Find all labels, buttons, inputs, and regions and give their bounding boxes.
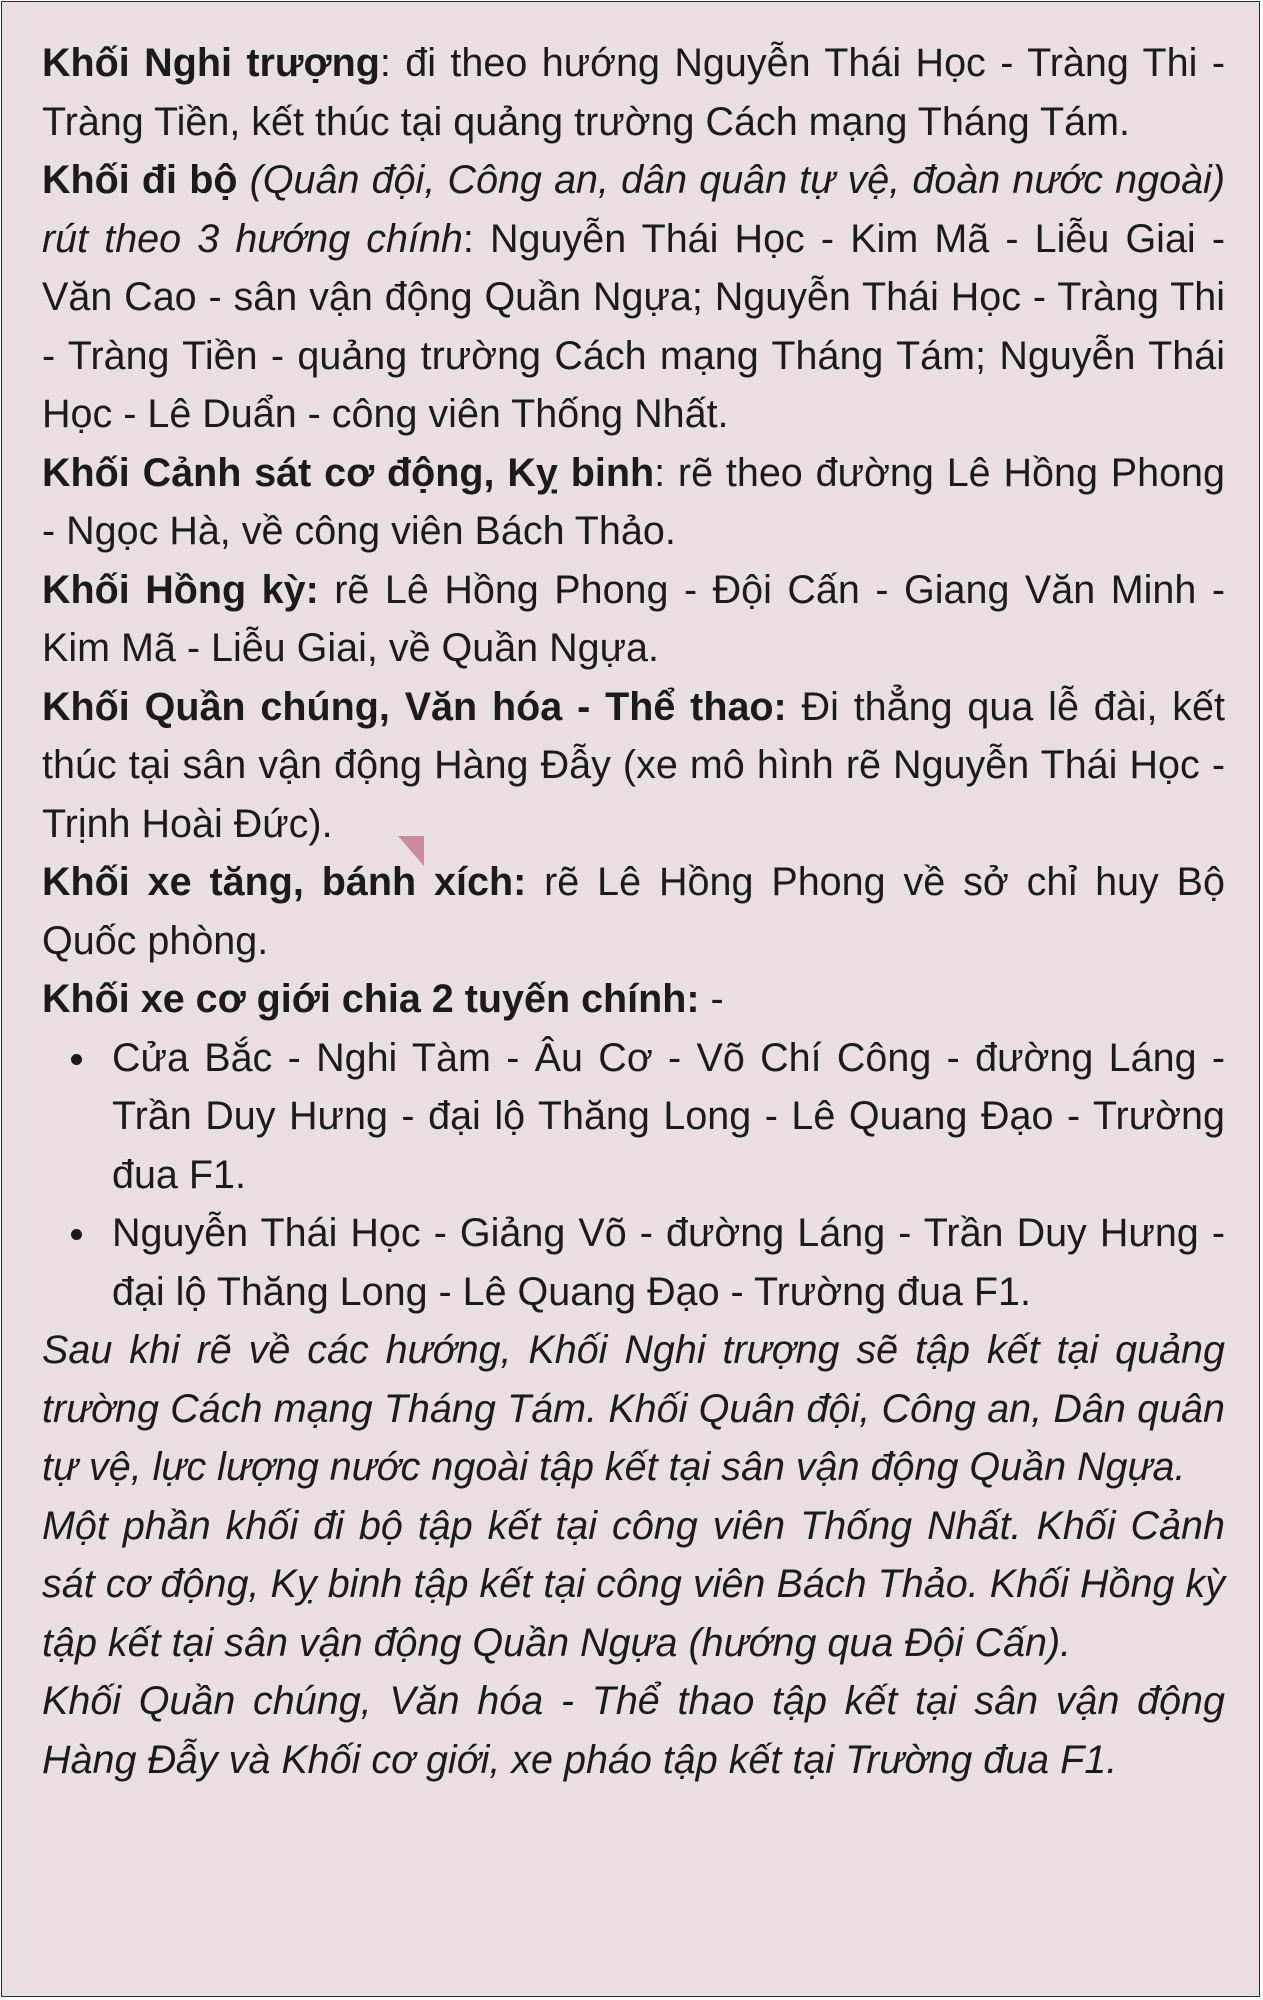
note-gathering-2: Một phần khối đi bộ tập kết tại công viên Thống Nhất. Khối Cảnh sát cơ động, Kỵ binh tập kết tại công viên Bách Thảo. Khối Hồng kỳ tập kết tại sân vận động Quần Ngựa (hướng qua Đội Cấn). [42,1503,1225,1665]
unit-name: Khối Hồng kỳ: [42,567,319,612]
paragraph-nghi-truong [42,34,1225,151]
paragraph-co-gioi [42,970,1225,1029]
route-description: - [699,977,724,1021]
unit-name: Khối đi bộ [42,158,238,202]
route-text [42,34,1225,1789]
route-item-text: Nguyễn Thái Học - Giảng Võ - đường Láng - Trần Duy Hưng - đại lộ Thăng Long - Lê Quang Đạo - Trường đua F1. [112,1211,1225,1314]
bullet-icon [71,1229,82,1240]
paragraph-di-bo [42,151,1225,444]
route-description: : rẽ theo đường Lê Hồng Phong - Ngọc Hà, về công viên Bách Thảo. [42,450,1225,553]
bullet-icon [71,1054,82,1065]
unit-name: Khối xe tăng, bánh xích: [42,860,527,904]
list-item [112,1029,1225,1205]
route-description: : đi theo hướng Nguyễn Thái Học - Tràng Thi - Tràng Tiền, kết thúc tại quảng trường Cách mạng Tháng Tám. [42,41,1225,144]
route-description: Đi thẳng qua lễ đài, kết thúc tại sân vận động Hàng Đẫy (xe mô hình rẽ Nguyễn Thái Học - Trịnh Hoài Đức). [42,684,1225,846]
route-description: : Nguyễn Thái Học - Kim Mã - Liễu Giai - Văn Cao - sân vận động Quần Ngựa; Nguyễn Thái Học - Tràng Thi - Tràng Tiền - quảng trường Cách mạng Tháng Tám; Nguyễn Thái Học - Lê Duẩn - công viên Thống Nhất. [42,216,1225,436]
note-gathering-1: Sau khi rẽ về các hướng, Khối Nghi trượng sẽ tập kết tại quảng trường Cách mạng Tháng Tám. Khối Quân đội, Công an, Dân quân tự vệ, lực lượng nước ngoài tập kết tại sân vận động Quần Ngựa. [42,1328,1225,1489]
paragraph-quan-chung [42,678,1225,854]
paragraph-xe-tang [42,853,1225,970]
unit-name: Khối Nghi trượng [42,41,380,85]
cursor-icon [398,836,424,866]
route-item-text: Cửa Bắc - Nghi Tàm - Âu Cơ - Võ Chí Công - đường Láng - Trần Duy Hưng - đại lộ Thăng Long - Lê Quang Đạo - Trường đua F1. [112,1035,1225,1197]
unit-name: Khối Cảnh sát cơ động, Kỵ binh [42,450,655,495]
note-gathering-3: Khối Quần chúng, Văn hóa - Thể thao tập kết tại sân vận động Hàng Đẫy và Khối cơ giới, xe pháo tập kết tại Trường đua F1. [42,1679,1225,1782]
unit-detail: (Quân đội, Công an, dân quân tự vệ, đoàn nước ngoài) rút theo 3 hướng chính [42,158,1225,261]
info-box [1,1,1260,1997]
list-item [112,1204,1225,1321]
route-description: rẽ Lê Hồng Phong - Đội Cấn - Giang Văn Minh - Kim Mã - Liễu Giai, về Quần Ngựa. [42,567,1225,670]
route-description: rẽ Lê Hồng Phong về sở chỉ huy Bộ Quốc phòng. [42,860,1225,963]
unit-name: Khối xe cơ giới chia 2 tuyến chính: [42,977,700,1021]
paragraph-hong-ky [42,561,1225,678]
mechanized-routes-list [42,1029,1225,1322]
paragraph-canh-sat [42,444,1225,561]
unit-name: Khối Quần chúng, Văn hóa - Thể thao: [42,684,787,729]
